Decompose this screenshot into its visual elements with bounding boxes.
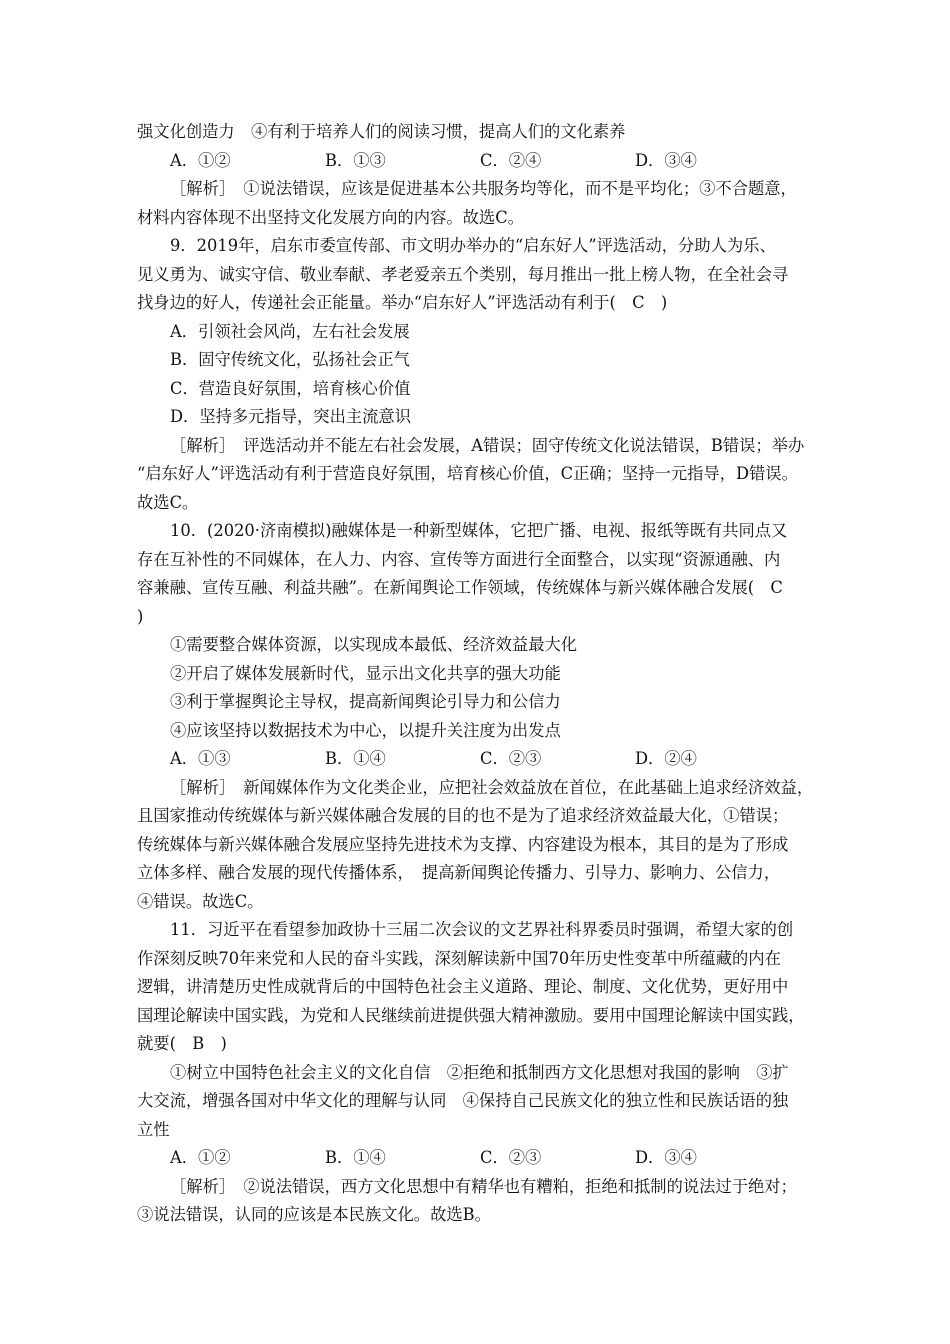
q9-analysis-line: ［解析］ 评选活动并不能左右社会发展，A错误；固守传统文化说法错误，B错误；举办: [170, 435, 805, 455]
q10-stem-line: 存在互补性的不同媒体，在人力、内容、宣传等方面进行全面整合，以实现“资源通融、内: [137, 549, 781, 569]
q11-options: [137, 1144, 827, 1173]
q10-stem-line: 容兼融、宣传互融、利益共融”。在新闻舆论工作领域，传统媒体与新兴媒体融合发展( C: [137, 578, 783, 597]
q10-item-3: ③利于掌握舆论主导权，提高新闻舆论引导力和公信力: [170, 692, 561, 711]
q11-item-line: ①树立中国特色社会主义的文化自信 ②拒绝和抵制西方文化思想对我国的影响 ③扩: [170, 1062, 789, 1082]
q11-stem-line: 11．习近平在看望参加政协十三届二次会议的文艺界社科界委员时强调，希望大家的创: [170, 920, 794, 939]
q10-analysis-line: ［解析］ 新闻媒体作为文化类企业，应把社会效益放在首位，在此基础上追求经济效益，: [170, 777, 814, 797]
q8-option-c: C．②④: [480, 150, 542, 170]
q9-option-a: A．引领社会风尚，左右社会发展: [170, 321, 410, 341]
q10-item-4: ④应该坚持以数据技术为中心，以提升关注度为出发点: [170, 720, 561, 740]
q10-analysis-line: ④错误。故选C。: [137, 891, 264, 911]
q10-stem-line: 10．(2020·济南模拟)融媒体是一种新型媒体，它把广播、电视、报纸等既有共同点又: [170, 521, 788, 540]
q11-option-d: D．③④: [635, 1148, 697, 1167]
q10-analysis-line: 立体多样、融合发展的现代传播体系， 提高新闻舆论传播力、引导力、影响力、公信力，: [137, 863, 781, 882]
document-page: [137, 118, 827, 1230]
q10-analysis-line: 传统媒体与新兴媒体融合发展应坚持先进技术为支撑、内容建设为根本，其目的是为了形成: [137, 834, 789, 854]
q10-item-2: ②开启了媒体发展新时代，显示出文化共享的强大功能: [170, 663, 561, 683]
q10-option-c: C．②③: [480, 749, 542, 768]
q10-stem-line: ): [137, 606, 144, 626]
q8-option-d: D．③④: [635, 150, 697, 170]
q9-stem-line: 见义勇为、诚实守信、敬业奉献、孝老爱亲五个类别，每月推出一批上榜人物，在全社会寻: [137, 264, 789, 284]
q10-options: [137, 745, 827, 774]
q11-stem-line: 作深刻反映70年来党和人民的奋斗实践，深刻解读新中国70年历史性变革中所蕴藏的内在: [137, 948, 781, 968]
q10-option-a: A．①③: [170, 749, 231, 768]
q9-option-d: D．坚持多元指导，突出主流意识: [170, 407, 411, 426]
q10-analysis-line: 且国家推动传统媒体与新兴媒体融合发展的目的也不是为了追求经济效益最大化，①错误；: [137, 806, 789, 825]
q11-stem-line: 就要( B ): [137, 1034, 227, 1053]
q8-options: [137, 147, 827, 176]
q8-option-a: A．①②: [170, 150, 231, 170]
q11-item-line: 立性: [137, 1119, 170, 1139]
q9-option-b: B．固守传统文化，弘扬社会正气: [170, 350, 410, 369]
q10-option-d: D．②④: [635, 749, 697, 768]
q11-stem-line: 逻辑，讲清楚历史性成就背后的中国特色社会主义道路、理论、制度、文化优势，更好用中: [137, 977, 789, 996]
q11-option-a: A．①②: [170, 1148, 231, 1167]
q11-option-b: B．①④: [325, 1148, 386, 1167]
q8-analysis-line: ［解析］ ①说法错误，应该是促进基本公共服务均等化，而不是平均化；③不合题意，: [170, 179, 797, 198]
q10-option-b: B．①④: [325, 749, 386, 768]
q11-option-c: C．②③: [480, 1148, 542, 1167]
q11-analysis-line: ［解析］ ②说法错误，西方文化思想中有精华也有糟粕，拒绝和抵制的说法过于绝对；: [170, 1176, 797, 1196]
q11-analysis-line: ③说法错误，认同的应该是本民族文化。故选B。: [137, 1205, 491, 1224]
q9-analysis-line: 故选C。: [137, 492, 199, 512]
q10-item-1: ①需要整合媒体资源，以实现成本最低、经济效益最大化: [170, 635, 578, 654]
q9-analysis-line: “启东好人”评选活动有利于营造良好氛围，培育核心价值，C正确；坚持一元指导，D错误。: [137, 464, 798, 483]
q8-stem-tail: 强文化创造力 ④有利于培养人们的阅读习惯，提高人们的文化素养: [137, 122, 626, 141]
q8-option-b: B．①③: [325, 150, 386, 170]
q9-option-c: C．营造良好氛围，培育核心价值: [170, 378, 411, 398]
q9-stem-line: 9．2019年，启东市委宣传部、市文明办举办的“启东好人”评选活动，分助人为乐、: [170, 236, 776, 255]
q8-analysis-line: 材料内容体现不出坚持文化发展方向的内容。故选C。: [137, 207, 524, 227]
q9-stem-line: 找身边的好人，传递社会正能量。举办“启东好人”评选活动有利于( C ): [137, 293, 668, 312]
q11-stem-line: 国理论解读中国实践，为党和人民继续前进提供强大精神激励。要用中国理论解读中国实践，: [137, 1005, 805, 1025]
q11-item-line: 大交流，增强各国对中华文化的理解与认同 ④保持自己民族文化的独立性和民族话语的独: [137, 1091, 789, 1110]
